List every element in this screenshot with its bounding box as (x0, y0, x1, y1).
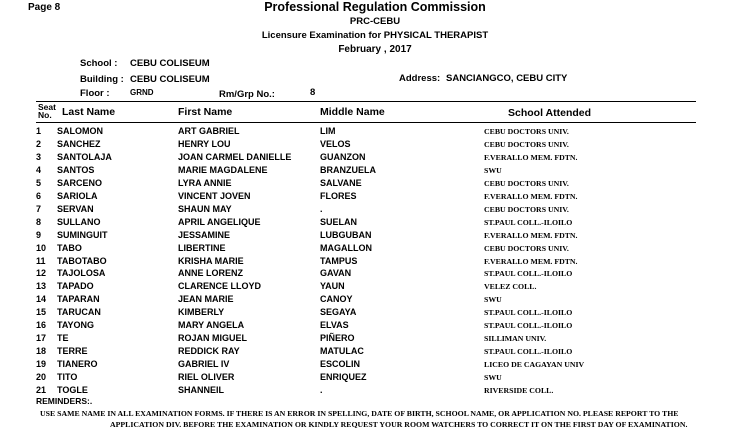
middle-name-cell: LUBGUBAN (320, 229, 372, 240)
seat-cell: 6 (36, 190, 42, 201)
last-name-cell: TAYONG (57, 320, 95, 331)
seat-cell: 15 (36, 307, 47, 318)
last-name-cell: TABO (57, 242, 82, 253)
seat-cell: 14 (36, 294, 47, 305)
address-value: SANCIANGCO, CEBU CITY (446, 73, 568, 84)
last-name-cell: TAJOLOSA (57, 268, 106, 279)
seat-cell: 2 (36, 138, 42, 149)
first-name-cell: CLARENCE LLOYD (178, 281, 261, 292)
table-row (0, 243, 750, 256)
school-cell: F.VERALLO MEM. FDTN. (484, 230, 578, 240)
floor-label: Floor : (80, 88, 110, 99)
table-row (0, 204, 750, 217)
seat-cell: 20 (36, 372, 47, 383)
first-name-cell: MARY ANGELA (178, 320, 245, 331)
school-cell: CEBU DOCTORS UNIV. (484, 243, 569, 253)
last-name-cell: SUMINGUIT (57, 229, 108, 240)
table-row (0, 191, 750, 204)
seat-cell: 8 (36, 216, 42, 227)
table-row (0, 372, 750, 385)
school-cell: F.VERALLO MEM. FDTN. (484, 152, 578, 162)
first-name-cell: SHANNEIL (178, 385, 225, 395)
address-label: Address: (399, 73, 441, 84)
middle-name-cell: FLORES (320, 190, 357, 201)
first-name-cell: SHAUN MAY (178, 203, 232, 214)
table-row (0, 320, 750, 333)
middle-name-cell: CANOY (320, 294, 353, 305)
table-row (0, 307, 750, 320)
first-name-cell: APRIL ANGELIQUE (178, 216, 261, 227)
last-name-cell: SULLANO (57, 216, 101, 227)
col-seat-line2: No. (38, 110, 52, 120)
middle-name-cell: PIÑERO (320, 333, 355, 344)
seat-cell: 3 (36, 151, 42, 162)
last-name-cell: TARUCAN (57, 307, 101, 318)
last-name-cell: TAPADO (57, 281, 94, 292)
last-name-cell: TIANERO (57, 359, 98, 370)
middle-name-cell: ESCOLIN (320, 359, 361, 370)
seat-cell: 7 (36, 203, 42, 214)
middle-name-cell: YAUN (320, 281, 345, 292)
first-name-cell: REDDICK RAY (178, 346, 240, 357)
middle-name-cell: LIM (320, 126, 336, 136)
col-seat-line1: Seat (38, 102, 56, 112)
middle-name-cell: . (320, 203, 323, 214)
table-row (0, 268, 750, 281)
middle-name-cell: GAVAN (320, 268, 352, 279)
school-cell: ST.PAUL COLL.-ILOILO (484, 321, 573, 331)
middle-name-cell: . (320, 385, 323, 395)
table-row (0, 333, 750, 346)
last-name-cell: TOGLE (57, 385, 88, 395)
middle-name-cell: ENRIQUEZ (320, 372, 367, 383)
school-cell: SWU (484, 373, 502, 383)
school-cell: ST.PAUL COLL.-ILOILO (484, 347, 573, 357)
middle-name-cell: VELOS (320, 138, 351, 149)
first-name-cell: LIBERTINE (178, 242, 226, 253)
middle-name-cell: SALVANE (320, 177, 362, 188)
school-label: School : (80, 58, 118, 69)
middle-name-cell: BRANZUELA (320, 164, 376, 175)
school-cell: CEBU DOCTORS UNIV. (484, 127, 569, 136)
first-name-cell: VINCENT JOVEN (178, 190, 251, 201)
middle-name-cell: MATULAC (320, 346, 364, 357)
table-row (0, 230, 750, 243)
table-row (0, 385, 750, 398)
last-name-cell: SANCHEZ (57, 138, 101, 149)
building-label: Building : (80, 74, 124, 85)
school-cell: F.VERALLO MEM. FDTN. (484, 191, 578, 201)
building-value: CEBU COLISEUM (130, 74, 210, 85)
school-cell: LICEO DE CAGAYAN UNIV (484, 360, 585, 370)
last-name-cell: SERVAN (57, 203, 94, 214)
col-middle-header: Middle Name (320, 106, 385, 118)
first-name-cell: HENRY LOU (178, 138, 231, 149)
table-row (0, 152, 750, 165)
reminder-note-line2: APPLICATION DIV. BEFORE THE EXAMINATION OR KINDLY REQUEST YOUR ROOM WATCHERS TO CORRECT IT ON THE FIRST DAY OF EXAMINATION. (110, 420, 688, 429)
first-name-cell: ROJAN MIGUEL (178, 333, 248, 344)
header-date: February , 2017 (338, 44, 412, 55)
seat-cell: 16 (36, 320, 47, 331)
table-row (0, 126, 750, 139)
seat-cell: 9 (36, 229, 42, 240)
seat-cell: 13 (36, 281, 47, 292)
col-last-header: Last Name (62, 106, 116, 118)
first-name-cell: ANNE LORENZ (178, 268, 243, 279)
first-name-cell: ART GABRIEL (178, 126, 240, 136)
seat-cell: 12 (36, 268, 47, 279)
last-name-cell: SALOMON (57, 126, 103, 136)
last-name-cell: TITO (57, 372, 78, 383)
school-cell: SWU (484, 295, 502, 305)
first-name-cell: GABRIEL IV (178, 359, 230, 370)
last-name-cell: SARIOLA (57, 190, 98, 201)
table-row (0, 165, 750, 178)
reminder-note-line1: USE SAME NAME IN ALL EXAMINATION FORMS. IF THERE IS AN ERROR IN SPELLING, DATE OF BIRTH, SCHOOL NAME, OR APPLICATION NO. PLEASE REPORT TO THE (40, 409, 679, 418)
first-name-cell: JOAN CARMEL DANIELLE (178, 151, 292, 162)
last-name-cell: TAPARAN (57, 294, 100, 305)
seat-cell: 21 (36, 385, 47, 395)
table-row (0, 281, 750, 294)
room-label: Rm/Grp No.: (219, 89, 275, 100)
school-cell: SILLIMAN UNIV. (484, 334, 547, 344)
school-cell: ST.PAUL COLL.-ILOILO (484, 308, 573, 318)
floor-value: GRND (130, 88, 154, 97)
table-row (0, 256, 750, 269)
table-row (0, 294, 750, 307)
middle-name-cell: TAMPUS (320, 255, 358, 266)
seat-cell: 4 (36, 164, 42, 175)
header-office: PRC-CEBU (349, 16, 401, 27)
header-exam: Licensure Examination for PHYSICAL THERAPIST (261, 30, 489, 41)
first-name-cell: MARIE MAGDALENE (178, 164, 268, 175)
school-value: CEBU COLISEUM (130, 58, 210, 69)
last-name-cell: SANTOS (57, 164, 95, 175)
last-name-cell: TERRE (57, 346, 88, 357)
reminders-label: REMINDERS:. (36, 396, 93, 406)
last-name-cell: SARCENO (57, 177, 103, 188)
seat-cell: 18 (36, 346, 47, 357)
seat-cell: 17 (36, 333, 47, 344)
middle-name-cell: SEGAYA (320, 307, 357, 318)
table-row (0, 217, 750, 230)
seat-cell: 19 (36, 359, 47, 370)
header-title: Professional Regulation Commission (264, 0, 486, 14)
first-name-cell: KIMBERLY (178, 307, 225, 318)
col-school-header: School Attended (508, 107, 592, 119)
header-rule-top (36, 101, 696, 102)
school-cell: VELEZ COLL. (484, 282, 537, 292)
school-cell: ST.PAUL COLL.-ILOILO (484, 269, 573, 279)
last-name-cell: SANTOLAJA (57, 151, 112, 162)
col-first-header: First Name (178, 106, 233, 118)
middle-name-cell: MAGALLON (320, 242, 372, 253)
last-name-cell: TABOTABO (57, 255, 107, 266)
last-name-cell: TE (57, 333, 69, 344)
first-name-cell: LYRA ANNIE (178, 177, 232, 188)
seat-cell: 1 (36, 126, 42, 136)
table-row (0, 346, 750, 359)
first-name-cell: JESSAMINE (178, 229, 231, 240)
seat-cell: 5 (36, 177, 42, 188)
first-name-cell: JEAN MARIE (178, 294, 234, 305)
school-cell: F.VERALLO MEM. FDTN. (484, 256, 578, 266)
table-row (0, 359, 750, 372)
first-name-cell: RIEL OLIVER (178, 372, 235, 383)
middle-name-cell: ELVAS (320, 320, 349, 331)
middle-name-cell: SUELAN (320, 216, 358, 227)
middle-name-cell: GUANZON (320, 151, 366, 162)
room-value: 8 (310, 87, 316, 98)
school-cell: RIVERSIDE COLL. (484, 386, 554, 395)
header-rule-bottom (36, 122, 696, 123)
first-name-cell: KRISHA MARIE (178, 255, 244, 266)
school-cell: CEBU DOCTORS UNIV. (484, 204, 569, 214)
seat-cell: 10 (36, 242, 47, 253)
school-cell: ST.PAUL COLL.-ILOILO (484, 217, 573, 227)
table-row (0, 178, 750, 191)
table-row (0, 139, 750, 152)
school-cell: CEBU DOCTORS UNIV. (484, 178, 569, 188)
school-cell: SWU (484, 165, 502, 175)
school-cell: CEBU DOCTORS UNIV. (484, 139, 569, 149)
seat-cell: 11 (36, 255, 46, 266)
page-label: Page 8 (28, 2, 61, 13)
col-seat-header (38, 103, 56, 119)
